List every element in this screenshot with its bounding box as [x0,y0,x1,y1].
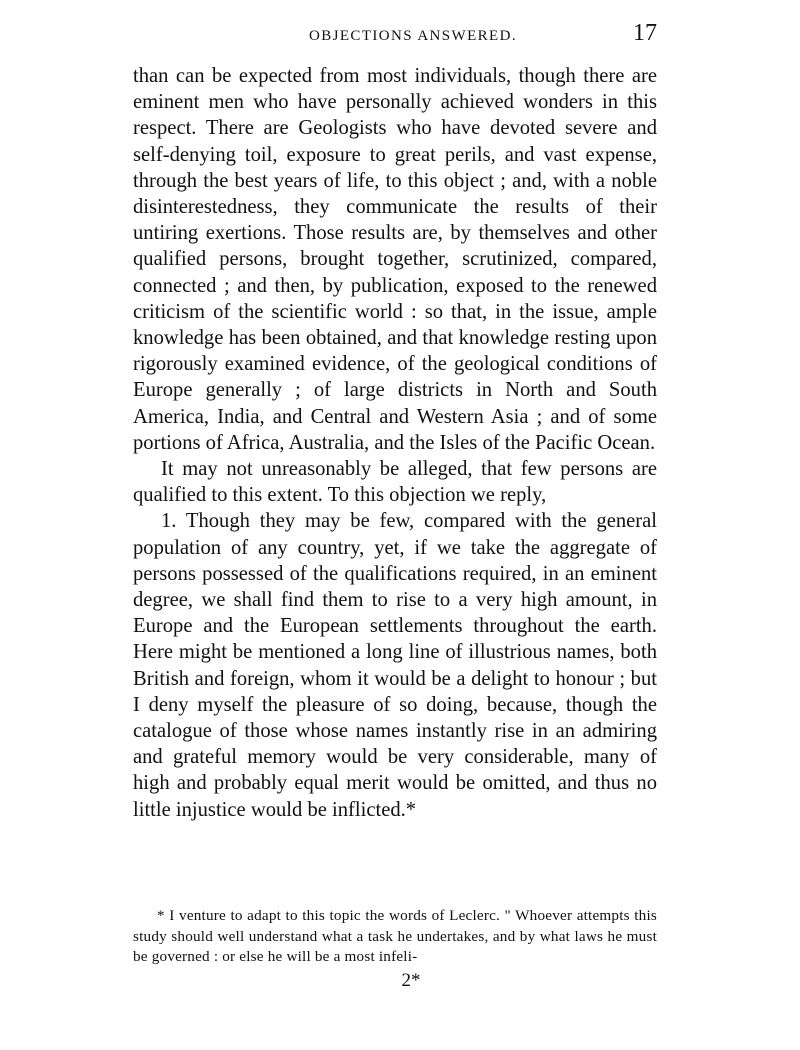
footnote: * I venture to adapt to this topic the words of Leclerc. " Whoever attempts this study should well understand what a task he undertakes, and by what laws he must be governed : or else he will be a most infeli- [133,907,657,965]
body-text [133,63,657,823]
paragraph-reply-one: 1. Though they may be few, compared with the general population of any country, yet, if we take the aggregate of persons possessed of the qualifications required, in an eminent degree, we shall find them to rise to a very high amount, in Europe and the European settlements throughout the earth. Here might be mentioned a long line of illustrious names, both British and foreign, whom it would be a delight to honour ; but I deny myself the pleasure of so doing, because, though the catalogue of those whose names instantly rise in an admiring and grateful memory would be very considerable, many of high and probably equal merit would be omitted, and thus no little injustice would be inflicted.* [133,510,657,821]
paragraph-continued: than can be expected from most individuals, though there are eminent men who have personally achieved wonders in this respect. There are Geologists who have devoted severe and self-denying toil, exposure to great perils, and vast expense, through the best years of life, to this object ; and, with a noble disinterestedness, they communicate the results of their untiring exertions. Those results are, by themselves and other qualified persons, brought together, scrutinized, compared, connected ; and then, by publication, exposed to the renewed criticism of the scientific world : so that, in the issue, ample knowledge has been obtained, and that knowledge resting upon rigorously examined evidence, of the geological conditions of Europe generally ; of large districts in North and South America, India, and Central and Western Asia ; and of some portions of Africa, Australia, and the Isles of the Pacific Ocean. [133,65,657,454]
page-number: 17 [633,20,657,46]
signature-mark: 2* [401,970,421,991]
running-head [133,18,657,48]
running-title: OBJECTIONS ANSWERED. [308,28,517,44]
paragraph-objection: It may not unreasonably be alleged, that few persons are qualified to this extent. To this objection we reply, [133,458,657,507]
